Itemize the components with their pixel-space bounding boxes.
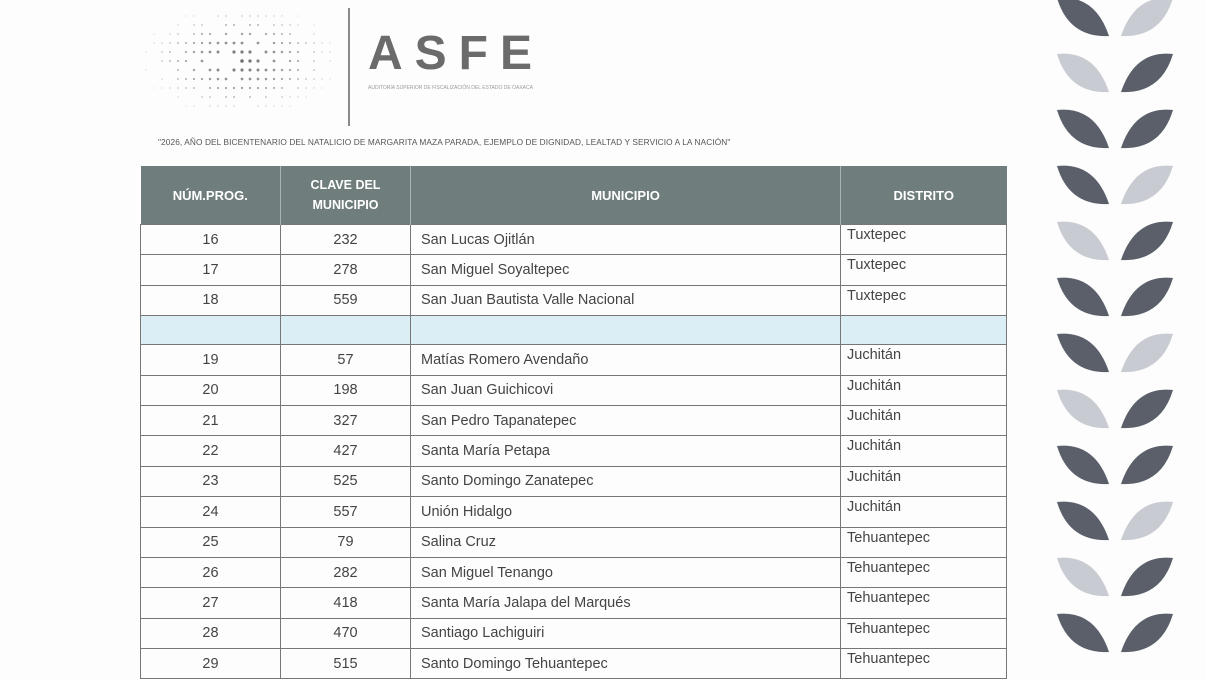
cell-municipio: San Miguel Tenango bbox=[411, 557, 841, 587]
col-header-distrito: DISTRITO bbox=[841, 166, 1007, 225]
cell-distrito: Juchitán bbox=[841, 345, 1007, 375]
table-separator-row bbox=[141, 316, 1007, 345]
cell-clave: 198 bbox=[281, 375, 411, 405]
table-row bbox=[141, 649, 1007, 679]
cell-clave bbox=[281, 316, 411, 345]
cell-clave: 427 bbox=[281, 436, 411, 466]
cell-municipio: San Miguel Soyaltepec bbox=[411, 255, 841, 285]
cell-num: 23 bbox=[141, 466, 281, 496]
col-header-num: NÚM.PROG. bbox=[141, 166, 281, 225]
table-row bbox=[141, 225, 1007, 255]
col-header-clave bbox=[281, 166, 411, 225]
table-row bbox=[141, 588, 1007, 618]
cell-distrito: Tuxtepec bbox=[841, 255, 1007, 285]
cell-municipio: San Juan Guichicovi bbox=[411, 375, 841, 405]
table-row bbox=[141, 255, 1007, 285]
cell-distrito: Tehuantepec bbox=[841, 527, 1007, 557]
cell-distrito: Tehuantepec bbox=[841, 618, 1007, 648]
cell-num: 21 bbox=[141, 405, 281, 435]
cell-municipio: Salina Cruz bbox=[411, 527, 841, 557]
cell-clave: 470 bbox=[281, 618, 411, 648]
brand-name: ASFE bbox=[368, 27, 545, 80]
cell-municipio: Santo Domingo Tehuantepec bbox=[411, 649, 841, 679]
cell-distrito: Juchitán bbox=[841, 375, 1007, 405]
cell-distrito: Juchitán bbox=[841, 497, 1007, 527]
cell-clave: 232 bbox=[281, 225, 411, 255]
cell-clave: 327 bbox=[281, 405, 411, 435]
cell-municipio: Matías Romero Avendaño bbox=[411, 345, 841, 375]
cell-distrito bbox=[841, 316, 1007, 345]
table-row bbox=[141, 436, 1007, 466]
cell-clave: 557 bbox=[281, 497, 411, 527]
cell-num: 29 bbox=[141, 649, 281, 679]
cell-distrito: Tuxtepec bbox=[841, 285, 1007, 315]
cell-distrito: Tehuantepec bbox=[841, 649, 1007, 679]
table-row bbox=[141, 466, 1007, 496]
cell-clave: 79 bbox=[281, 527, 411, 557]
col-header-clave-line2: MUNICIPIO bbox=[312, 198, 379, 212]
cell-distrito: Tehuantepec bbox=[841, 588, 1007, 618]
dot-grid-logo-icon bbox=[140, 10, 340, 125]
year-motto: "2026, AÑO DEL BICENTENARIO DEL NATALICIO DE MARGARITA MAZA PARADA, EJEMPLO DE DIGNIDAD, LEALTAD Y SERVICIO A LA NACIÓN" bbox=[158, 137, 731, 147]
cell-municipio: Santo Domingo Zanatepec bbox=[411, 466, 841, 496]
cell-distrito: Juchitán bbox=[841, 466, 1007, 496]
cell-num: 27 bbox=[141, 588, 281, 618]
cell-num: 26 bbox=[141, 557, 281, 587]
cell-clave: 57 bbox=[281, 345, 411, 375]
logo-divider bbox=[348, 8, 350, 126]
cell-municipio: Santa María Petapa bbox=[411, 436, 841, 466]
cell-num: 16 bbox=[141, 225, 281, 255]
cell-clave: 278 bbox=[281, 255, 411, 285]
cell-municipio: San Lucas Ojitlán bbox=[411, 225, 841, 255]
cell-num bbox=[141, 316, 281, 345]
cell-municipio: Unión Hidalgo bbox=[411, 497, 841, 527]
cell-clave: 418 bbox=[281, 588, 411, 618]
cell-num: 22 bbox=[141, 436, 281, 466]
col-header-municipio: MUNICIPIO bbox=[411, 166, 841, 225]
cell-municipio bbox=[411, 316, 841, 345]
cell-num: 19 bbox=[141, 345, 281, 375]
cell-distrito: Tuxtepec bbox=[841, 225, 1007, 255]
table-row bbox=[141, 375, 1007, 405]
table-body bbox=[141, 225, 1007, 679]
cell-clave: 559 bbox=[281, 285, 411, 315]
table-row bbox=[141, 345, 1007, 375]
cell-num: 17 bbox=[141, 255, 281, 285]
cell-num: 24 bbox=[141, 497, 281, 527]
cell-num: 20 bbox=[141, 375, 281, 405]
table-row bbox=[141, 497, 1007, 527]
cell-distrito: Tehuantepec bbox=[841, 557, 1007, 587]
table-row bbox=[141, 557, 1007, 587]
cell-distrito: Juchitán bbox=[841, 405, 1007, 435]
cell-municipio: Santa María Jalapa del Marqués bbox=[411, 588, 841, 618]
cell-clave: 515 bbox=[281, 649, 411, 679]
table-row bbox=[141, 527, 1007, 557]
table-header-row bbox=[141, 166, 1007, 225]
cell-municipio: San Pedro Tapanatepec bbox=[411, 405, 841, 435]
municipios-table bbox=[140, 166, 1007, 679]
cell-distrito: Juchitán bbox=[841, 436, 1007, 466]
cell-num: 25 bbox=[141, 527, 281, 557]
cell-num: 28 bbox=[141, 618, 281, 648]
brand-subtitle: AUDITORÍA SUPERIOR DE FISCALIZACIÓN DEL ESTADO DE OAXACA bbox=[368, 85, 533, 91]
cell-municipio: Santiago Lachiguiri bbox=[411, 618, 841, 648]
cell-municipio: San Juan Bautista Valle Nacional bbox=[411, 285, 841, 315]
cell-clave: 525 bbox=[281, 466, 411, 496]
table-row bbox=[141, 618, 1007, 648]
table-row bbox=[141, 285, 1007, 315]
col-header-clave-line1: CLAVE DEL bbox=[310, 178, 381, 192]
table-row bbox=[141, 405, 1007, 435]
cell-num: 18 bbox=[141, 285, 281, 315]
side-ornament-icon bbox=[1045, 0, 1185, 662]
cell-clave: 282 bbox=[281, 557, 411, 587]
